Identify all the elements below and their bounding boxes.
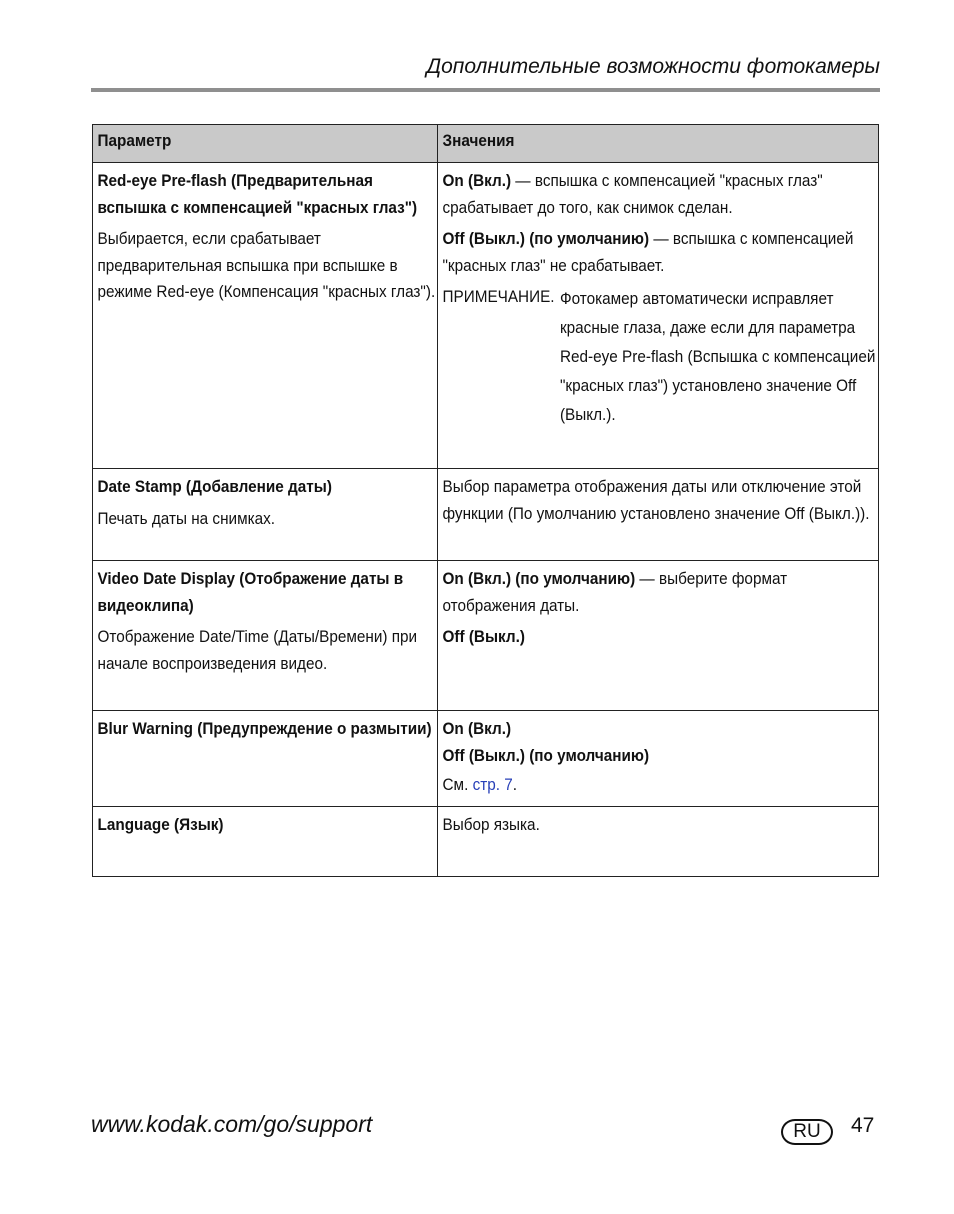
parameter-cell (93, 711, 438, 807)
table-header-row (93, 125, 879, 163)
parameter-title: Language (Язык) (97, 815, 224, 834)
parameter-description: Выбирается, если срабатывает предварительная вспышка при вспышке в режиме Red-eye (Компенсация "красных глаз"). (97, 229, 436, 301)
table-row (93, 561, 879, 711)
note-label: ПРИМЕЧАНИЕ. (442, 287, 555, 306)
table-row (93, 807, 879, 877)
parameter-cell (93, 469, 438, 561)
value-option: On (Вкл.) (442, 719, 512, 738)
table-row (93, 163, 879, 469)
values-cell (438, 469, 879, 561)
value-option: On (Вкл.) (по умолчанию) — выберите формат отображения даты. (442, 569, 788, 615)
values-cell (438, 711, 879, 807)
value-option: On (Вкл.) — вспышка с компенсацией "красных глаз" срабатывает до того, как снимок сделан. (442, 171, 823, 217)
parameter-description: Печать даты на снимках. (97, 508, 276, 528)
parameter-cell (93, 561, 438, 711)
parameter-cell (93, 807, 438, 877)
parameter-title: Blur Warning (Предупреждение о размытии) (97, 719, 432, 738)
parameter-title: Red-eye Pre-flash (Предварительная вспышка с компенсацией "красных глаз") (97, 171, 418, 217)
value-text: Выбор языка. (442, 815, 540, 834)
value-option: Off (Выкл.) (по умолчанию) — вспышка с компенсацией "красных глаз" не срабатывает. (442, 229, 854, 275)
values-cell (438, 561, 879, 711)
settings-table (92, 124, 879, 877)
support-url: www.kodak.com/go/support (91, 1111, 373, 1137)
parameter-title: Date Stamp (Добавление даты) (97, 477, 332, 496)
parameter-description: Отображение Date/Time (Даты/Времени) при начале воспроизведения видео. (97, 627, 418, 673)
value-option: Off (Выкл.) (по умолчанию) (442, 745, 650, 765)
values-cell (438, 807, 879, 877)
column-header-values: Значения (438, 125, 879, 163)
value-text: Выбор параметра отображения даты или отключение этой функции (По умолчанию установлено значение Off (Выкл.)). (442, 477, 870, 523)
parameter-title: Video Date Display (Отображение даты в видеоклипа) (97, 569, 404, 615)
table-row (93, 711, 879, 807)
values-cell (438, 163, 879, 469)
column-header-parameter: Параметр (93, 125, 438, 163)
language-badge: RU (781, 1119, 833, 1145)
value-option: Off (Выкл.) (442, 627, 525, 646)
parameter-cell (93, 163, 438, 469)
page-link[interactable]: стр. 7 (472, 775, 513, 794)
page-header-title: Дополнительные возможности фотокамеры (426, 55, 880, 78)
header-divider (91, 88, 880, 92)
see-also: См. стр. 7. (442, 775, 518, 794)
note-text: Фотокамер автоматически исправляет красные глаза, даже если для параметра Red-eye Pre-flash (Вспышка с компенсацией "красных глаз") установлено значение Off (Выкл.). (559, 289, 876, 424)
page-number: 47 (851, 1114, 875, 1137)
note-block (443, 284, 883, 429)
table-row (93, 469, 879, 561)
